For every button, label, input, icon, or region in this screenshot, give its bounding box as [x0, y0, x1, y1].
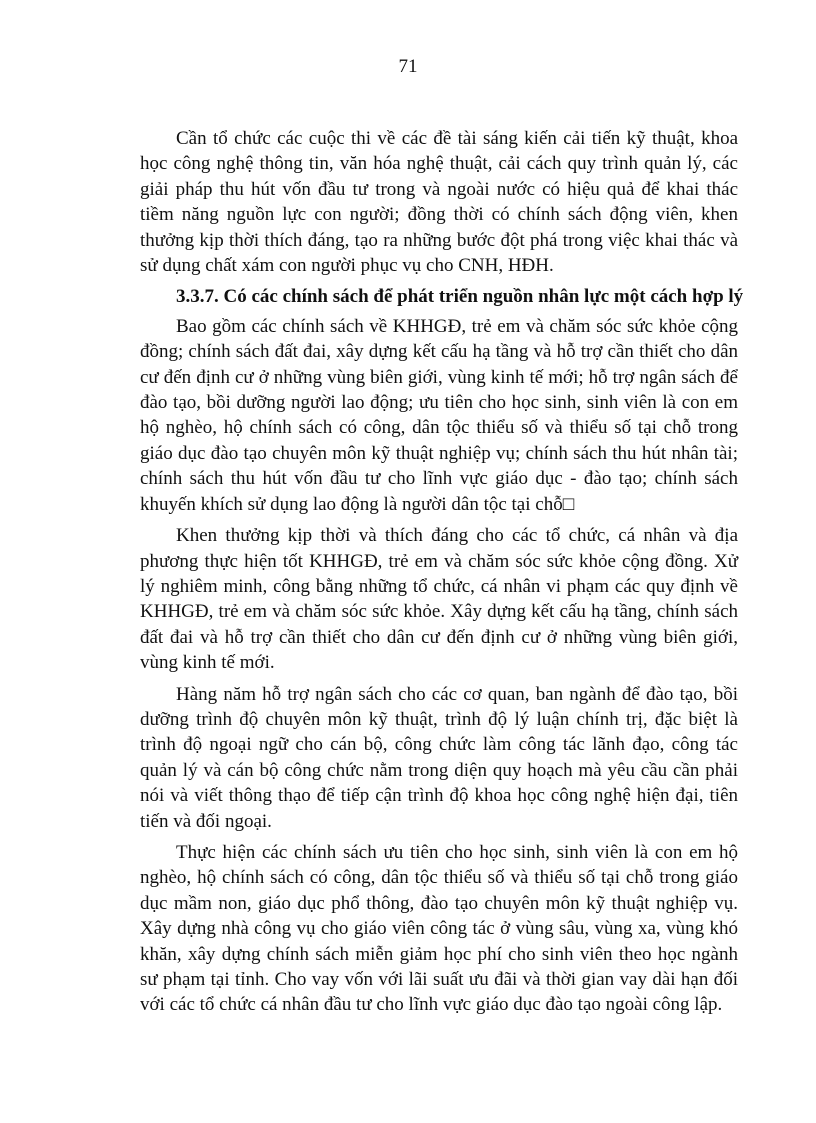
paragraph-rewards: Khen thưởng kịp thời và thích đáng cho các tổ chức, cá nhân và địa phương thực hiện tốt KHHGĐ, trẻ em và chăm sóc sức khỏe cộng đồng. Xử lý nghiêm minh, công bằng những tổ chức, cá nhân vi phạm các quy định về KHHGĐ, trẻ em và chăm sóc sức khỏe. Xây dựng kết cấu hạ tầng, chính sách đất đai và hỗ trợ cần thiết cho dân cư đến định cư ở những vùng biên giới, vùng kinh tế mới. — [140, 525, 738, 674]
paragraph-priority-students: Thực hiện các chính sách ưu tiên cho học sinh, sinh viên là con em hộ nghèo, hộ chính sách có công, dân tộc thiểu số và thiểu số tại chỗ trong giáo dục mầm non, giáo dục phổ thông, đào tạo chuyên môn kỹ thuật nghiệp vụ. Xây dựng nhà công vụ cho giáo viên công tác ở vùng sâu, vùng xa, vùng khó khăn, xây dựng chính sách miễn giảm học phí cho sinh viên theo học ngành sư phạm tại tỉnh. Cho vay vốn với lãi suất ưu đãi và thời gian vay dài hạn đối với các tổ chức cá nhân đầu tư cho lĩnh vực giáo dục đào tạo ngoài công lập. — [140, 841, 738, 1016]
paragraph-competitions: Cần tổ chức các cuộc thi về các đề tài sáng kiến cải tiến kỹ thuật, khoa học công nghệ thông tin, văn hóa nghệ thuật, cải cách quy trình quản lý, các giải pháp thu hút vốn đầu tư trong và ngoài nước có hiệu quả để khai thác tiềm năng nguồn lực con người; đồng thời có chính sách động viên, khen thưởng kịp thời thích đáng, tạo ra những bước đột phá trong việc khai thác và sử dụng chất xám con người phục vụ cho CNH, HĐH. — [140, 128, 738, 277]
missing-glyph-box: □ — [562, 493, 575, 515]
paragraph-policies — [140, 314, 738, 517]
section-heading-3-3-7: 3.3.7. Có các chính sách để phát triển nguồn nhân lực một cách hợp lý — [176, 286, 744, 308]
paragraph-budget-support: Hàng năm hỗ trợ ngân sách cho các cơ quan, ban ngành để đào tạo, bồi dưỡng trình độ chuyên môn kỹ thuật, trình độ lý luận chính trị, đặc biệt là trình độ ngoại ngữ cho cán bộ, công chức làm công tác lãnh đạo, công tác quản lý và cán bộ công chức nằm trong diện quy hoạch mà yêu cầu cần phải nói và viết thông thạo để tiếp cận trình độ khoa học công nghệ hiện đại, tiên tiến và đối ngoại. — [140, 683, 738, 832]
page-body — [140, 126, 744, 1024]
paragraph-policies-text: Bao gồm các chính sách về KHHGĐ, trẻ em và chăm sóc sức khỏe cộng đồng; chính sách đất đai, xây dựng kết cấu hạ tầng và hỗ trợ cần thiết cho dân cư đến định cư ở những vùng biên giới, vùng kinh tế mới; hỗ trợ ngân sách để đào tạo, bồi dưỡng người lao động; ưu tiên cho học sinh, sinh viên là con em hộ nghèo, hộ chính sách có công, dân tộc thiểu số và thiểu số tại chỗ trong giáo dục đào tạo chuyên môn kỹ thuật nghiệp vụ; chính sách thu hút nhân tài; chính sách thu hút vốn đầu tư cho lĩnh vực giáo dục - đào tạo; chính sách khuyến khích sử dụng lao động là người dân tộc tại chỗ — [140, 315, 738, 515]
page-number: 71 — [398, 56, 418, 77]
